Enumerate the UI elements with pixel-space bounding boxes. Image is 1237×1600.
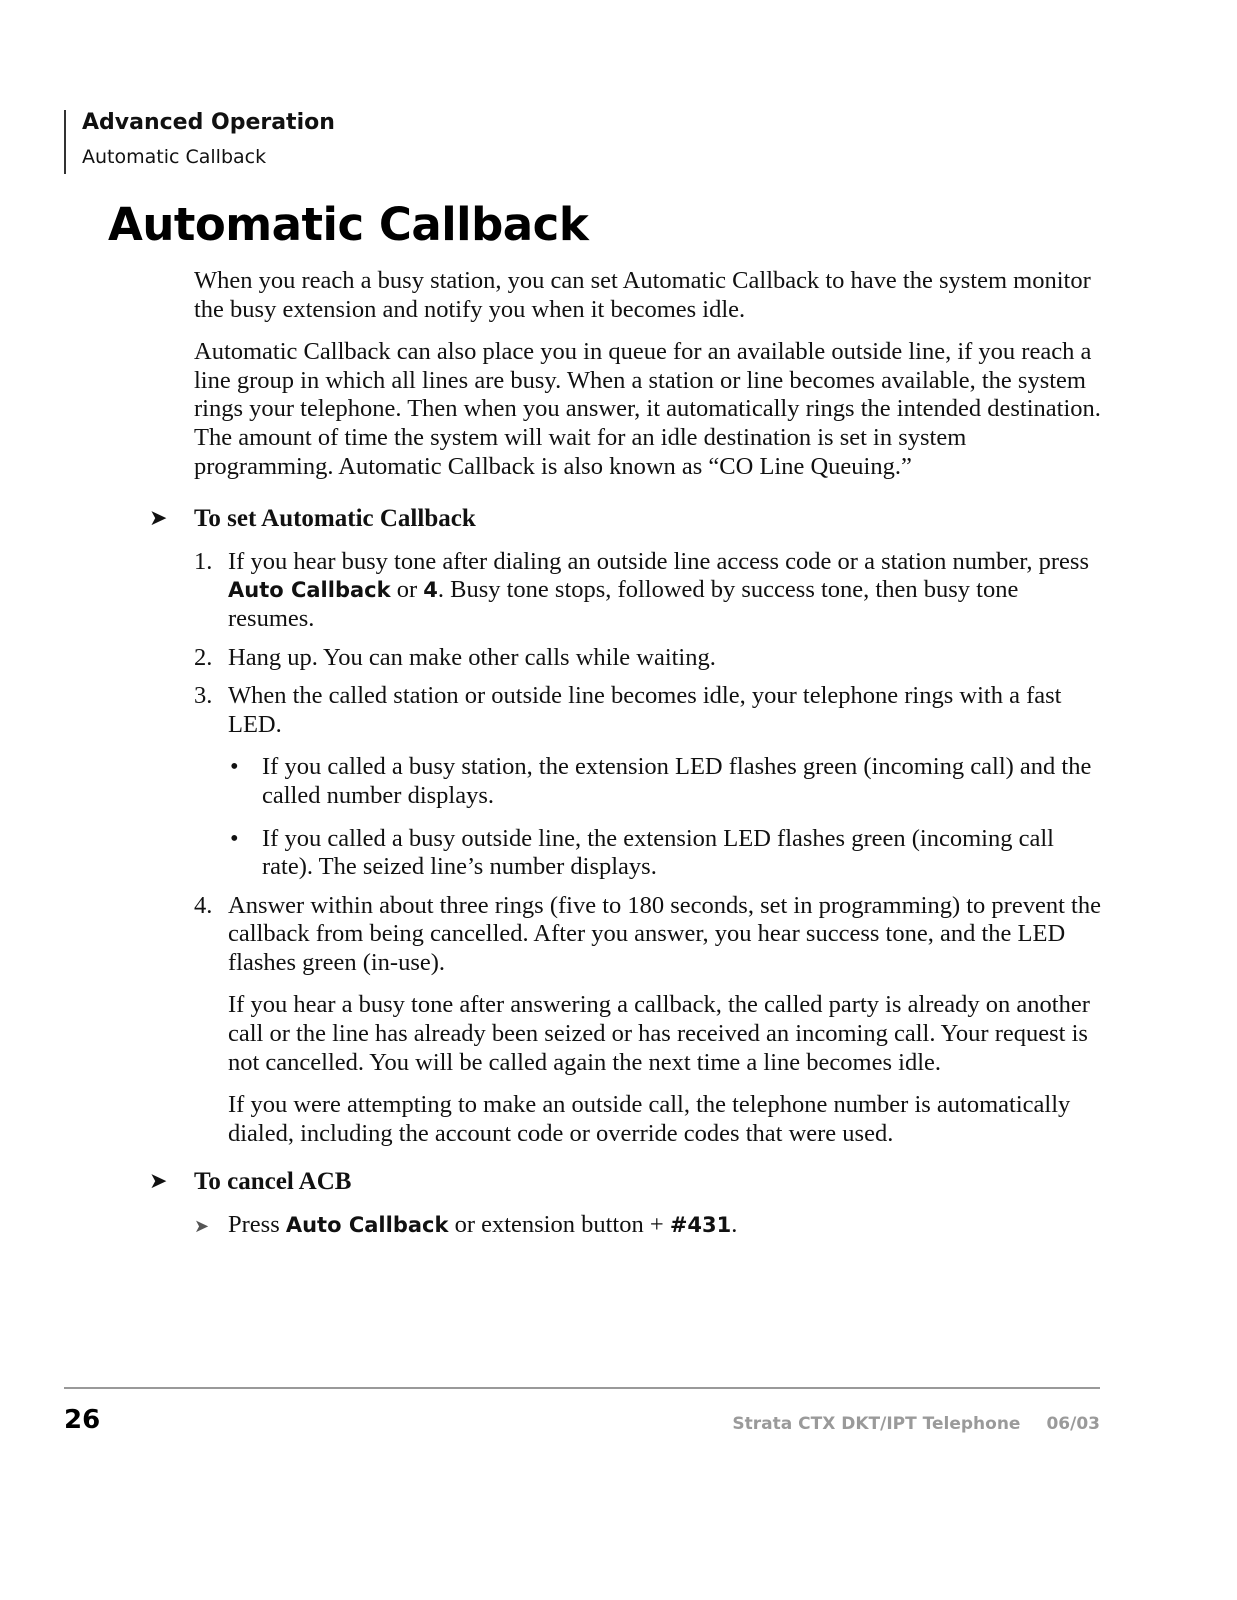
step-3-bullet-1 [228,753,1109,810]
auto-callback-key-label: Auto Callback [285,1213,449,1238]
step-3-bullet-2 [228,825,1109,882]
step-1-text-c: . Busy tone stops, followed by success tone, then busy tone resumes. [228,576,1019,632]
cancel-text-c: . [731,1211,738,1239]
step-4-paragraph-1: Answer within about three rings (five to 180 seconds, set in programming) to prevent the callback from being cancelled. After you answer, you hear success tone, and the LED flashes green (in-use). [228,891,1101,976]
cancel-step [194,1211,1109,1240]
cancel-code-label: #431 [669,1213,732,1238]
arrow-right-icon: ➤ [149,1169,168,1195]
step-number: 3. [194,682,213,710]
step-4-paragraph-2: If you hear a busy tone after answering a callback, the called party is already on another call or the line has already been seized or has received an incoming call. Your request is not cancelled. You will be called again the next time a line becomes idle. [228,991,1090,1076]
footer-product-info [732,1414,1100,1434]
step-4-paragraph-3: If you were attempting to make an outside call, the telephone number is automatically dialed, including the account code or override codes that were used. [228,1091,1071,1147]
footer-date: 06/03 [1046,1414,1100,1434]
footer-rule [64,1387,1100,1389]
step-1-text-a: If you hear busy tone after dialing an outside line access code or a station number, press [228,547,1090,575]
dial-key-label: 4 [423,578,438,603]
bullet-text: If you called a busy outside line, the extension LED flashes green (incoming call rate). The seized line’s number displays. [262,824,1054,881]
cancel-procedure-heading [149,1168,1109,1197]
cancel-text-a: Press [228,1211,286,1239]
step-1 [194,548,1109,634]
auto-callback-key-label: Auto Callback [228,578,391,603]
intro-paragraph-2: Automatic Callback can also place you in queue for an available outside line, if you reach a line group in which all lines are busy. When a station or line becomes available, the system rings your telephone. Then when you answer, it automatically rings the intended destination. The amount of time the system will wait for an idle destination is set in system programming. Automatic Callback is also known as “CO Line Queuing.” [194,338,1101,480]
set-procedure-heading [149,505,1109,534]
set-procedure-heading-text: To set Automatic Callback [194,505,476,533]
header-rule [64,110,66,174]
bullet-icon: • [230,753,239,781]
bullet-text: If you called a busy station, the extension LED flashes green (incoming call) and the called number displays. [262,753,1092,809]
intro-paragraph-1: When you reach a busy station, you can set Automatic Callback to have the system monitor the busy extension and notify you when it becomes idle. [194,267,1091,323]
bullet-icon: • [230,824,239,852]
footer-product: Strata CTX DKT/IPT Telephone [732,1414,1021,1434]
arrow-right-icon: ➤ [149,506,168,532]
step-2 [194,644,1109,673]
step-number: 1. [194,547,213,575]
cancel-text-b: or extension button + [448,1211,670,1239]
step-3-text: When the called station or outside line becomes idle, your telephone rings with a fast LED. [228,682,1062,738]
header-section-title: Advanced Operation [82,110,335,135]
step-4 [194,892,1109,1149]
step-3 [194,682,1109,882]
step-number: 4. [194,891,213,919]
step-1-text-b: or [390,576,424,604]
header-subsection-title: Automatic Callback [82,146,267,168]
page-number: 26 [64,1405,101,1435]
step-number: 2. [194,643,213,671]
arrow-right-icon: ➤ [194,1216,210,1238]
page-content [149,267,1109,1240]
cancel-procedure-heading-text: To cancel ACB [194,1168,352,1196]
page-title: Automatic Callback [108,198,589,251]
step-2-text: Hang up. You can make other calls while waiting. [228,643,716,671]
